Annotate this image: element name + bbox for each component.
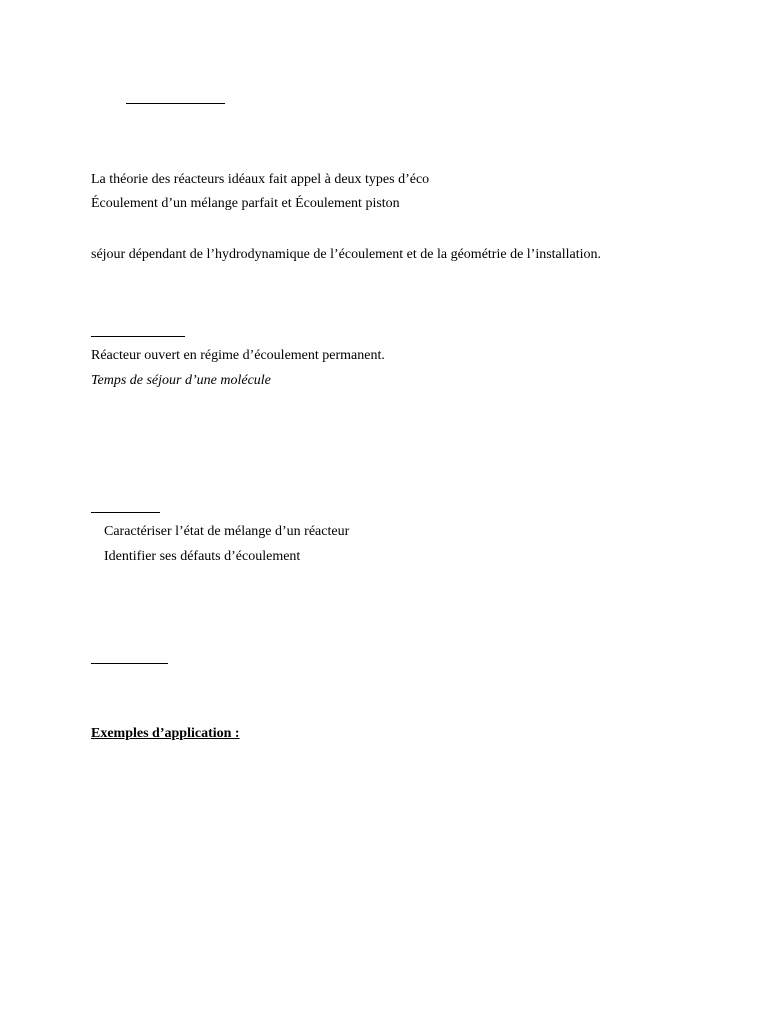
goal-line-1: Caractériser l’état de mélange d’un réacteur [104, 524, 350, 539]
section-rule-2 [91, 336, 185, 337]
section-rule-3 [91, 512, 160, 513]
definition-line-1: Réacteur ouvert en régime d’écoulement permanent. [91, 348, 385, 363]
intro-line-3: séjour dépendant de l’hydrodynamique de l’écoulement et de la géométrie de l’installation. [91, 247, 602, 262]
section-rule-1 [126, 103, 225, 104]
examples-heading: Exemples d’application : [91, 726, 240, 741]
definition-line-2: Temps de séjour d’une molécule [91, 373, 271, 388]
section-rule-4 [91, 663, 168, 664]
intro-line-2: Écoulement d’un mélange parfait et Écoulement piston [91, 196, 400, 211]
goal-line-2: Identifier ses défauts d’écoulement [104, 549, 301, 564]
intro-line-1: La théorie des réacteurs idéaux fait appel à deux types d’éco [91, 172, 430, 187]
